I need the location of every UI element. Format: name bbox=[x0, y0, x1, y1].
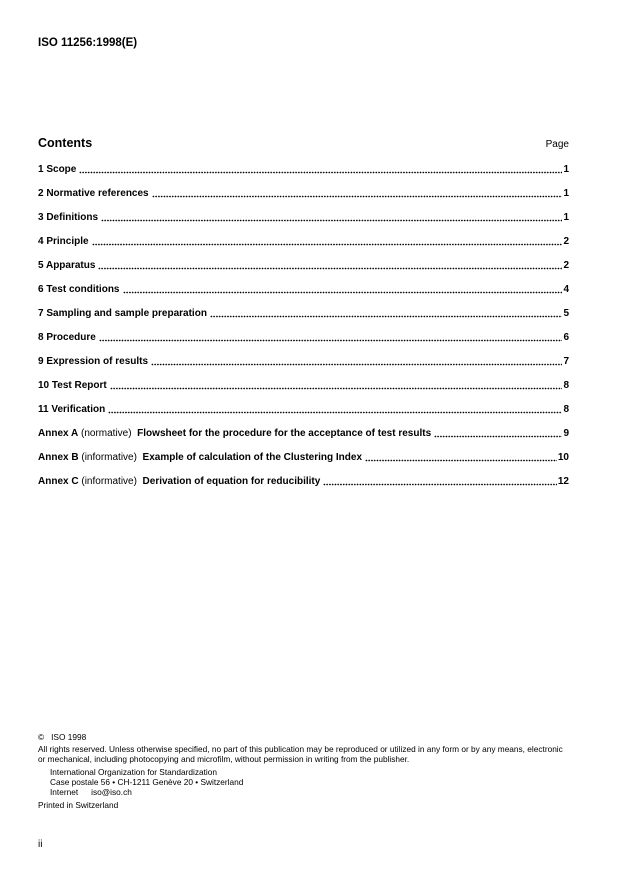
toc-entry-title: 5 Apparatus bbox=[38, 260, 96, 271]
table-of-contents bbox=[38, 158, 569, 494]
toc-annex-entry bbox=[38, 470, 569, 494]
internet-label: Internet bbox=[50, 787, 79, 797]
toc-annex-label bbox=[38, 446, 362, 470]
toc-entry-title: 6 Test conditions bbox=[38, 284, 120, 295]
postal-address: Case postale 56 • CH-1211 Genève 20 • Switzerland bbox=[50, 777, 244, 787]
dot-leader bbox=[110, 374, 563, 398]
annex-status: (informative) bbox=[81, 452, 137, 463]
toc-entry bbox=[38, 206, 569, 230]
toc-annex-label bbox=[38, 470, 320, 494]
toc-entry-page: 2 bbox=[563, 260, 569, 271]
organization-name: International Organization for Standardization bbox=[50, 767, 217, 777]
toc-entry bbox=[38, 326, 569, 350]
dot-leader bbox=[92, 230, 563, 254]
copyright-symbol: © bbox=[38, 732, 45, 742]
printed-in-line: Printed in Switzerland bbox=[38, 800, 119, 810]
annex-letter: Annex C bbox=[38, 476, 79, 487]
toc-entry-page: 8 bbox=[563, 380, 569, 391]
toc-annex-entry bbox=[38, 446, 569, 470]
dot-leader bbox=[98, 254, 562, 278]
toc-entry bbox=[38, 302, 569, 326]
dot-leader bbox=[99, 326, 563, 350]
internet-line bbox=[50, 787, 598, 797]
toc-entry bbox=[38, 374, 569, 398]
dot-leader bbox=[365, 446, 557, 470]
dot-leader bbox=[152, 182, 563, 206]
toc-entry-title: 7 Sampling and sample preparation bbox=[38, 308, 207, 319]
toc-entry-page: 10 bbox=[557, 452, 569, 463]
copyright-year: ISO 1998 bbox=[51, 732, 87, 742]
toc-entry-page: 1 bbox=[563, 164, 569, 175]
copyright-notice bbox=[38, 732, 598, 810]
toc-entry-title: 11 Verification bbox=[38, 404, 106, 415]
toc-entry-page: 1 bbox=[563, 188, 569, 199]
copyright-line bbox=[38, 732, 598, 742]
annex-title: Flowsheet for the procedure for the acceptance of test results bbox=[137, 428, 432, 439]
document-identifier: ISO 11256:1998(E) bbox=[38, 37, 138, 49]
contents-heading-row bbox=[38, 134, 569, 152]
toc-entry-page: 7 bbox=[563, 356, 569, 367]
dot-leader bbox=[101, 206, 562, 230]
rights-statement-line: or mechanical, including photocopying and microfilm, without permission in writing from the publisher. bbox=[38, 754, 410, 764]
toc-annex-label bbox=[38, 422, 431, 446]
annex-letter: Annex B bbox=[38, 452, 79, 463]
toc-entry-page: 5 bbox=[563, 308, 569, 319]
contents-title: Contents bbox=[38, 136, 93, 150]
email-address: iso@iso.ch bbox=[91, 787, 132, 797]
toc-entry bbox=[38, 158, 569, 182]
toc-entry-page: 9 bbox=[563, 428, 569, 439]
toc-entry-title: 10 Test Report bbox=[38, 380, 107, 391]
dot-leader bbox=[79, 158, 562, 182]
publisher-address bbox=[38, 767, 598, 797]
annex-status: (informative) bbox=[81, 476, 137, 487]
toc-entry-page: 2 bbox=[563, 236, 569, 247]
dot-leader bbox=[151, 350, 562, 374]
toc-annex-entry bbox=[38, 422, 569, 446]
dot-leader bbox=[108, 398, 562, 422]
toc-entry bbox=[38, 350, 569, 374]
page-column-label: Page bbox=[545, 139, 569, 150]
annex-letter: Annex A bbox=[38, 428, 79, 439]
dot-leader bbox=[123, 278, 563, 302]
toc-entry-title: 4 Principle bbox=[38, 236, 89, 247]
toc-entry-page: 12 bbox=[557, 476, 569, 487]
annex-title: Example of calculation of the Clustering Index bbox=[142, 452, 363, 463]
toc-entry-page: 4 bbox=[563, 284, 569, 295]
toc-entry-title: 3 Definitions bbox=[38, 212, 99, 223]
annex-status: (normative) bbox=[81, 428, 132, 439]
annex-title: Derivation of equation for reducibility bbox=[142, 476, 321, 487]
rights-statement-line: All rights reserved. Unless otherwise specified, no part of this publication may be reproduced or utilized in any form or by any means, electronic bbox=[38, 744, 563, 754]
toc-entry bbox=[38, 254, 569, 278]
toc-entry bbox=[38, 230, 569, 254]
toc-entry bbox=[38, 182, 569, 206]
dot-leader bbox=[434, 422, 562, 446]
dot-leader bbox=[210, 302, 563, 326]
toc-entry-title: 1 Scope bbox=[38, 164, 77, 175]
toc-entry-title: 2 Normative references bbox=[38, 188, 149, 199]
page-number: ii bbox=[38, 839, 43, 850]
toc-entry-page: 6 bbox=[563, 332, 569, 343]
toc-entry-page: 8 bbox=[563, 404, 569, 415]
toc-entry bbox=[38, 398, 569, 422]
toc-entry-title: 9 Expression of results bbox=[38, 356, 149, 367]
toc-entry-title: 8 Procedure bbox=[38, 332, 96, 343]
toc-entry-page: 1 bbox=[563, 212, 569, 223]
toc-entry bbox=[38, 278, 569, 302]
dot-leader bbox=[323, 470, 557, 494]
